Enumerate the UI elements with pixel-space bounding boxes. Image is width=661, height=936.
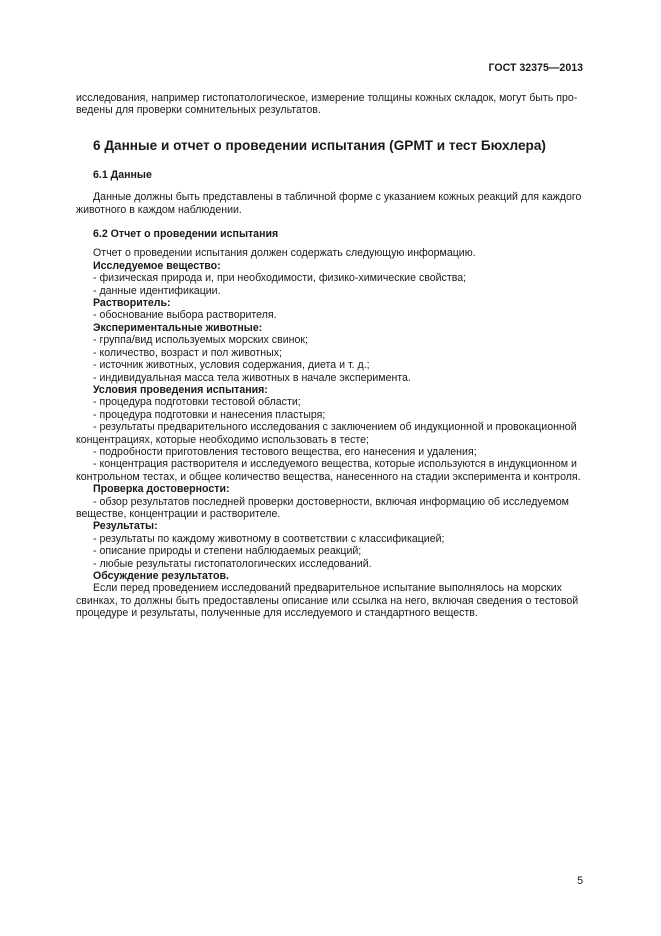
- list-item: - процедура подготовки и нанесения пластыря;: [93, 408, 326, 421]
- subheading-discussion: Обсуждение результатов.: [93, 570, 229, 582]
- discussion-line-1: Если перед проведением исследований предварительное испытание выполнялось на морских: [93, 582, 562, 595]
- subheading-solvent: Растворитель:: [93, 297, 171, 310]
- list-item: - данные идентификации.: [93, 284, 221, 297]
- page-number: 5: [577, 875, 583, 887]
- section-6-1-title: 6.1 Данные: [93, 168, 152, 181]
- list-item: - обзор результатов последней проверки достоверности, включая информацию об исследуемом: [93, 495, 569, 508]
- list-item: - любые результаты гистопатологических исследований.: [93, 557, 372, 570]
- subheading-test-substance: Исследуемое вещество:: [93, 259, 221, 272]
- list-item-continuation: концентрациях, которые необходимо использовать в тесте;: [76, 433, 369, 446]
- subheading-results: Результаты:: [93, 520, 158, 533]
- list-item: - индивидуальная масса тела животных в начале эксперимента.: [93, 371, 411, 384]
- subheading-test-conditions: Условия проведения испытания:: [93, 383, 268, 396]
- document-header-id: ГОСТ 32375—2013: [488, 62, 583, 74]
- subheading-animals: Экспериментальные животные:: [93, 321, 263, 334]
- list-item: - концентрация растворителя и исследуемого вещества, которые используются в индукционном и: [93, 458, 577, 471]
- section-6-title: 6 Данные и отчет о проведении испытания (GPMT и тест Бюхлера): [93, 137, 546, 153]
- section-6-2-title: 6.2 Отчет о проведении испытания: [93, 228, 279, 241]
- list-item: - группа/вид используемых морских свинок;: [93, 334, 308, 347]
- list-item: - обоснование выбора растворителя.: [93, 309, 277, 322]
- section-6-2-intro: Отчет о проведении испытания должен содержать следующую информацию.: [93, 247, 476, 260]
- section-6-1-line-2: животного в каждом наблюдении.: [76, 203, 242, 216]
- intro-line-1: исследования, например гистопатологическое, измерение толщины кожных складок, могут быть про-: [76, 92, 578, 104]
- discussion-line-3: процедуре и результаты, полученные для исследуемого и стандартного веществ.: [76, 607, 478, 620]
- list-item: - результаты предварительного исследования с заключением об индукционной и провокационной: [93, 421, 577, 434]
- list-item: - источник животных, условия содержания, диета и т. д.;: [93, 359, 370, 372]
- section-6-1-line-1: Данные должны быть представлены в табличной форме с указанием кожных реакций для каждого: [93, 191, 582, 204]
- list-item: - результаты по каждому животному в соответствии с классификацией;: [93, 532, 445, 545]
- list-item-continuation: веществе, концентрации и растворителе.: [76, 507, 281, 520]
- subheading-validity-check: Проверка достоверности:: [93, 483, 230, 496]
- list-item: - физическая природа и, при необходимости, физико-химические свойства;: [93, 272, 467, 285]
- list-item: - процедура подготовки тестовой области;: [93, 396, 301, 409]
- discussion-line-2: свинках, то должны быть предоставлены описание или ссылка на него, включая сведения о тестовой: [76, 594, 579, 607]
- intro-line-2: ведены для проверки сомнительных результатов.: [76, 104, 321, 117]
- list-item: - подробности приготовления тестового вещества, его нанесения и удаления;: [93, 445, 477, 458]
- list-item: - описание природы и степени наблюдаемых реакций;: [93, 545, 362, 558]
- list-item-continuation: контрольном тестах, и общее количество вещества, нанесенного на стадии эксперимента и контроля.: [76, 470, 581, 483]
- list-item: - количество, возраст и пол животных;: [93, 346, 282, 359]
- page-content: [76, 92, 586, 620]
